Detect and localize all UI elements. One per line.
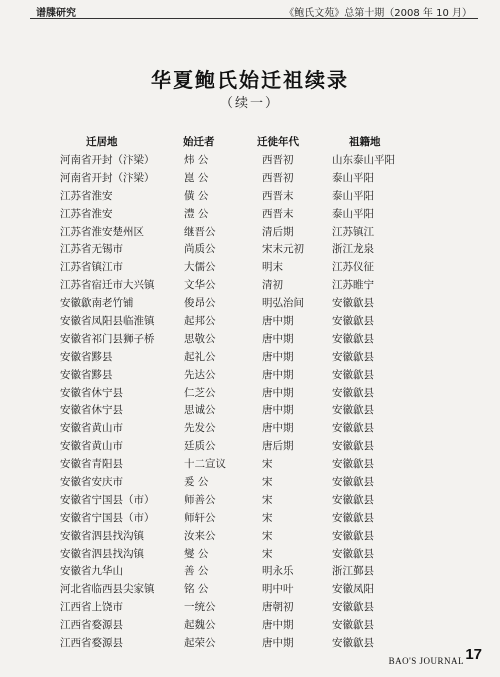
migration-place-cell: 江西省上饶市 (60, 601, 123, 614)
article-subtitle: （续一） (219, 96, 280, 111)
ancestral-home-cell: 安徽歙县 (332, 476, 374, 489)
table-row (0, 331, 500, 349)
era-cell: 唐中期 (262, 332, 294, 345)
founder-cell: 崑 公 (184, 171, 209, 184)
table-row (0, 152, 500, 170)
ancestral-home-cell: 泰山平阳 (332, 171, 374, 184)
section-label: 谱牒研究 (36, 8, 76, 19)
migration-place-cell: 安徽省祁门县狮子桥 (60, 332, 155, 345)
founder-cell: 先达公 (184, 368, 216, 381)
founder-cell: 起荣公 (184, 637, 216, 650)
migration-place-cell: 安徽省安庆市 (60, 476, 123, 489)
migration-place-cell: 安徽省宁国县（市） (60, 511, 155, 524)
table-row (0, 420, 500, 438)
era-cell: 唐中期 (262, 404, 294, 417)
migration-place-cell: 江西省婺源县 (60, 637, 123, 650)
ancestral-home-cell: 安徽歙县 (332, 619, 374, 632)
era-cell: 明永乐 (262, 565, 294, 578)
migration-place-cell: 江苏省淮安 (60, 189, 113, 202)
table-row (0, 349, 500, 367)
era-cell: 唐中期 (262, 619, 294, 632)
founder-cell: 铭 公 (184, 583, 209, 596)
founder-cell: 仁芝公 (184, 386, 216, 399)
table-row (0, 563, 500, 581)
migration-place-cell: 安徽省凤阳县临淮镇 (60, 315, 155, 328)
ancestral-home-cell: 安徽歙县 (332, 637, 374, 650)
migration-place-cell: 河南省开封（汴梁） (60, 171, 155, 184)
migration-place-cell: 安徽省青阳县 (60, 458, 123, 471)
era-cell: 宋 (262, 511, 273, 524)
table-row (0, 295, 500, 313)
era-cell: 宋 (262, 476, 273, 489)
era-cell: 唐朝初 (262, 601, 294, 614)
column-header-ancestral-home: 祖籍地 (349, 136, 381, 148)
ancestral-home-cell: 安徽歙县 (332, 350, 374, 363)
era-cell: 唐中期 (262, 368, 294, 381)
era-cell: 明中叶 (262, 583, 294, 596)
ancestral-home-cell: 安徽歙县 (332, 422, 374, 435)
founder-cell: 燮 公 (184, 547, 209, 560)
era-cell: 宋末元初 (262, 243, 304, 256)
migration-place-cell: 安徽省休宁县 (60, 386, 123, 399)
table-row (0, 385, 500, 403)
founder-cell: 思敬公 (184, 332, 216, 345)
ancestral-home-cell: 江苏镇江 (332, 225, 374, 238)
ancestral-home-cell: 安徽歙县 (332, 386, 374, 399)
era-cell: 唐中期 (262, 350, 294, 363)
migration-place-cell: 河北省临西县尖家镇 (60, 583, 155, 596)
era-cell: 宋 (262, 529, 273, 542)
migration-place-cell: 安徽省泗县找沟镇 (60, 529, 144, 542)
era-cell: 西晋末 (262, 189, 294, 202)
founder-cell: 炜 公 (184, 154, 209, 166)
table-row (0, 224, 500, 242)
era-cell: 明末 (262, 261, 283, 274)
ancestral-home-cell: 泰山平阳 (332, 189, 374, 202)
table-row (0, 367, 500, 385)
table-row (0, 546, 500, 564)
era-cell: 唐中期 (262, 315, 294, 328)
ancestral-home-cell: 安徽歙县 (332, 315, 374, 328)
migration-place-cell: 安徽省休宁县 (60, 404, 123, 417)
table-row (0, 188, 500, 206)
header-rule (30, 18, 478, 19)
founder-cell: 思诚公 (184, 404, 216, 417)
founder-cell: 先发公 (184, 422, 216, 435)
migration-place-cell: 安徽省黄山市 (60, 440, 123, 453)
ancestral-home-cell: 安徽歙县 (332, 404, 374, 417)
ancestral-home-cell: 山东泰山平阳 (332, 154, 395, 166)
migration-place-cell: 安徽省九华山 (60, 565, 123, 578)
ancestral-home-cell: 安徽歙县 (332, 529, 374, 542)
founder-cell: 汝来公 (184, 529, 216, 542)
table-row (0, 259, 500, 277)
column-header-era: 迁徙年代 (257, 136, 299, 148)
ancestral-home-cell: 泰山平阳 (332, 207, 374, 220)
founder-cell: 起礼公 (184, 350, 216, 363)
migration-place-cell: 江西省婺源县 (60, 619, 123, 632)
migration-place-cell: 河南省开封（汴梁） (60, 154, 155, 166)
table-row (0, 581, 500, 599)
migration-place-cell: 安徽省泗县找沟镇 (60, 547, 144, 560)
era-cell: 宋 (262, 493, 273, 506)
era-cell: 唐中期 (262, 637, 294, 650)
table-row (0, 492, 500, 510)
founder-cell: 继晋公 (184, 225, 216, 238)
founder-cell: 僙 公 (184, 189, 209, 202)
migration-place-cell: 江苏省淮安楚州区 (60, 225, 144, 238)
table-row (0, 313, 500, 331)
page-number: 17 (465, 646, 482, 663)
migration-place-cell: 安徽省黟县 (60, 350, 113, 363)
founder-cell: 起魏公 (184, 619, 216, 632)
era-cell: 西晋初 (262, 171, 294, 184)
ancestral-home-cell: 安徽歙县 (332, 440, 374, 453)
ancestral-home-cell: 安徽歙县 (332, 493, 374, 506)
founder-cell: 爰 公 (184, 476, 209, 489)
table-row (0, 456, 500, 474)
era-cell: 唐后期 (262, 440, 294, 453)
table-row (0, 206, 500, 224)
ancestral-home-cell: 安徽歙县 (332, 547, 374, 560)
founder-cell: 师轩公 (184, 511, 216, 524)
column-header-founder: 始迁者 (183, 136, 215, 148)
founder-cell: 起邦公 (184, 315, 216, 328)
ancestral-home-cell: 安徽歙县 (332, 601, 374, 614)
table-row (0, 510, 500, 528)
table-row (0, 170, 500, 188)
table-row (0, 635, 500, 653)
ancestral-home-cell: 江苏睢宁 (332, 279, 374, 292)
migration-place-cell: 江苏省淮安 (60, 207, 113, 220)
ancestral-home-cell: 安徽歙县 (332, 332, 374, 345)
migration-place-cell: 江苏省宿迁市大兴镇 (60, 279, 155, 292)
table-row (0, 402, 500, 420)
founder-cell: 廷质公 (184, 440, 216, 453)
era-cell: 唐中期 (262, 422, 294, 435)
table-row (0, 617, 500, 635)
ancestral-home-cell: 安徽凤阳 (332, 583, 374, 596)
ancestral-home-cell: 江苏仪征 (332, 261, 374, 274)
ancestral-home-cell: 安徽歙县 (332, 297, 374, 310)
era-cell: 西晋初 (262, 154, 294, 166)
ancestral-home-cell: 安徽歙县 (332, 511, 374, 524)
ancestral-home-cell: 浙江鄞县 (332, 565, 374, 578)
table-row (0, 474, 500, 492)
founder-cell: 十二宣议 (184, 458, 226, 471)
table-row (0, 528, 500, 546)
founder-cell: 一统公 (184, 601, 216, 614)
table-row (0, 277, 500, 295)
founder-cell: 俊昂公 (184, 297, 216, 310)
article-title: 华夏鲍氏始迁祖续录 (151, 68, 349, 92)
migration-place-cell: 江苏省镇江市 (60, 261, 123, 274)
era-cell: 唐中期 (262, 386, 294, 399)
table-row (0, 241, 500, 259)
ancestral-home-cell: 浙江龙泉 (332, 243, 374, 256)
founder-cell: 澧 公 (184, 207, 209, 220)
founder-cell: 大儒公 (184, 261, 216, 274)
era-cell: 西晋末 (262, 207, 294, 220)
era-cell: 清初 (262, 279, 283, 292)
ancestral-home-cell: 安徽歙县 (332, 458, 374, 471)
genealogy-table-body (0, 152, 500, 653)
founder-cell: 尚质公 (184, 243, 216, 256)
migration-place-cell: 安徽歙南老竹铺 (60, 297, 134, 310)
founder-cell: 善 公 (184, 565, 209, 578)
era-cell: 宋 (262, 458, 273, 471)
column-header-migration-place: 迁居地 (86, 136, 118, 148)
migration-place-cell: 江苏省无锡市 (60, 243, 123, 256)
founder-cell: 师善公 (184, 493, 216, 506)
ancestral-home-cell: 安徽歙县 (332, 368, 374, 381)
table-row (0, 599, 500, 617)
table-row (0, 438, 500, 456)
migration-place-cell: 安徽省宁国县（市） (60, 493, 155, 506)
era-cell: 宋 (262, 547, 273, 560)
migration-place-cell: 安徽省黄山市 (60, 422, 123, 435)
era-cell: 清后期 (262, 225, 294, 238)
founder-cell: 文华公 (184, 279, 216, 292)
journal-info: 《鲍氏文苑》总第十期（2008 年 10 月） (284, 8, 472, 19)
era-cell: 明弘治间 (262, 297, 304, 310)
migration-place-cell: 安徽省黟县 (60, 368, 113, 381)
footer-journal-name: BAO'S JOURNAL (388, 656, 464, 666)
